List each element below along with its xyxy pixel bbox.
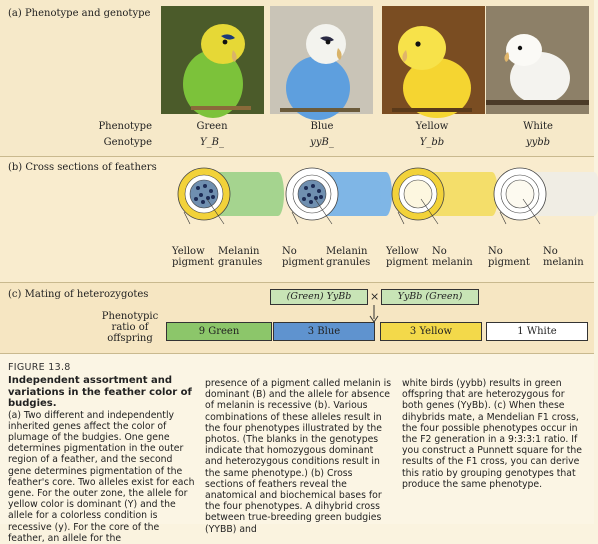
feather-white-left-label: No pigment (488, 246, 530, 268)
feather-white-right-label: No melanin (543, 246, 584, 268)
white-bird-photo (486, 6, 589, 114)
panel-a-letter: (a) (8, 8, 22, 19)
genotype-green: Y_B_ (200, 137, 224, 148)
panel-c-title (8, 289, 148, 300)
panel-c-letter: (c) (8, 289, 22, 300)
caption-col-1 (8, 375, 196, 544)
feather-blue-right-label: Melanin granules (326, 246, 371, 268)
feather-yellow-left-label: Yellow pigment (386, 246, 428, 268)
figure-number: FIGURE 13.8 (8, 362, 71, 373)
phenotype-blue: Blue (310, 121, 334, 132)
feather-green-left-label: Yellow pigment (172, 246, 214, 268)
ratio-blue: 3 Blue (273, 322, 375, 341)
ratio-green: 9 Green (166, 322, 272, 341)
phenotype-green: Green (196, 121, 228, 132)
yellow-bird-photo (382, 6, 485, 114)
green-bird-photo (161, 6, 264, 114)
feather-white (488, 166, 598, 256)
genotype-blue: yyB_ (310, 137, 334, 148)
caption-col-2: presence of a pigment called melanin is dominant (B) and the allele for absence of melanin is recessive (b). Various combinations of these alleles result in the four phenotypes illustrated by the photos. (The blanks in the genotypes indicate that homozygous dominant and heterozygous conditions result in the same phenotype.) (b) Cross sections of feathers reveal the anatomical and biochemical bases for the four phenotypes. A dihybrid cross between true-breeding green budgies (YYBB) and (205, 378, 392, 535)
cross-symbol: × (370, 290, 380, 303)
blue-bird-photo (270, 6, 373, 114)
phenotypic-ratio-label: Phenotypic ratio of offspring (101, 311, 159, 344)
genotype-yellow: Y_bb (419, 137, 445, 148)
panel-a-title-text: Phenotype and genotype (24, 8, 151, 19)
panel-a-title (8, 8, 150, 19)
ratio-yellow: 3 Yellow (380, 322, 482, 341)
genotype-white: yybb (525, 137, 551, 148)
feather-green (172, 166, 282, 256)
feather-blue-left-label: No pigment (282, 246, 324, 268)
panel-b-title-text: Cross sections of feathers (25, 162, 157, 173)
genotype-row-label: Genotype (103, 137, 152, 148)
figure-heading: Independent assortment and variations in the feather color of budgies. (8, 375, 192, 409)
cross-arrow (364, 305, 384, 323)
feather-green-right-label: Melanin granules (218, 246, 263, 268)
phenotype-yellow: Yellow (415, 121, 449, 132)
feather-yellow (386, 166, 496, 256)
feather-yellow-right-label: No melanin (432, 246, 473, 268)
parent-right-box: YyBb (Green) (381, 289, 479, 305)
phenotype-white: White (523, 121, 553, 132)
parent-left-box: (Green) YyBb (270, 289, 368, 305)
panel-b-letter: (b) (8, 162, 23, 173)
panel-b-title (8, 162, 157, 173)
phenotype-row-label: Phenotype (98, 121, 152, 132)
ratio-white: 1 White (486, 322, 588, 341)
caption-col-1-text: (a) Two different and independently inherited genes affect the color of plumage of the budgies. One gene determines pigmentation in the outer region of a feather, and the second gene determines pigmentation of the feather's core. Two alleles exist for each gene. For the outer zone, the allele for yellow color is dominant (Y) and the allele for a colorless condition is recessive (y). For the core of the feather, an allele for the (8, 409, 195, 544)
feather-blue (280, 166, 390, 256)
caption-col-3: white birds (yybb) results in green offspring that are heterozygous for both genes (YyBb). (c) When these dihybrids mate, a Mendelian F1 cross, the four possible phenotypes occur in the F2 generation in a 9:3:3:1 ratio. If you construct a Punnett square for the results of the F1 cross, you can derive this ratio by grouping genotypes that produce the same phenotype. (402, 378, 583, 490)
panel-c-title-text: Mating of heterozygotes (24, 289, 149, 300)
